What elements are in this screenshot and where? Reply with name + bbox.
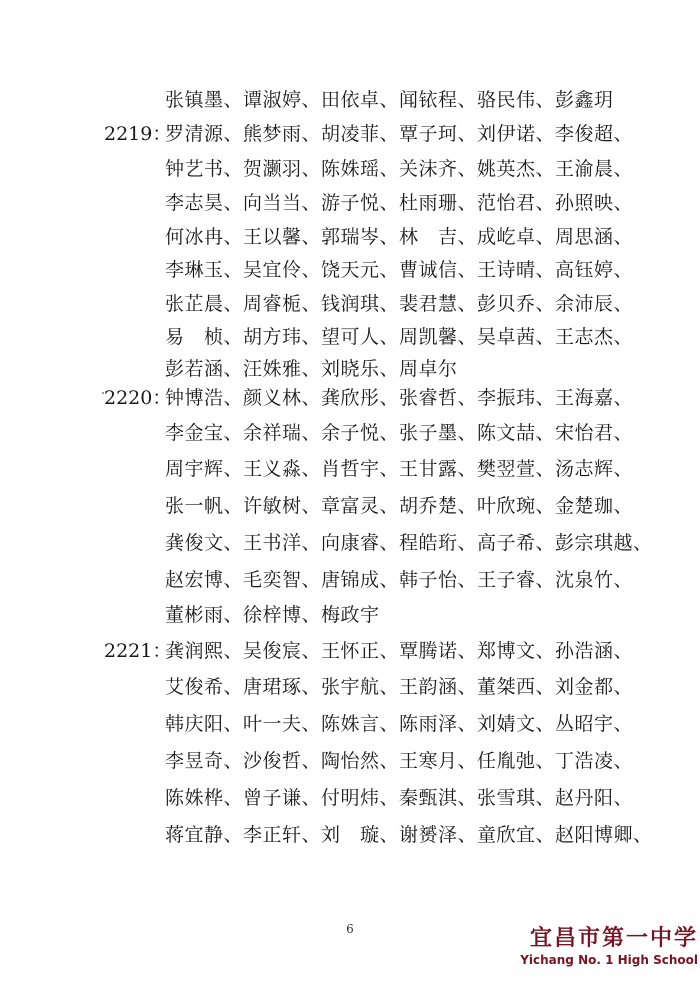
name-line: 何冰冉、王以馨、郭瑞岑、林 吉、成屹卓、周思涵、 <box>165 226 634 248</box>
name-line: 龚俊文、王书洋、向康睿、程皓珩、高子希、彭宗琪越、 <box>165 532 653 554</box>
name-line: 李昱奇、沙俊哲、陶怡然、王寒月、任胤弛、丁浩凌、 <box>165 750 634 772</box>
name-line: 蒋宜静、李正轩、刘 璇、谢赟泽、童欣宜、赵阳博卿、 <box>165 824 653 846</box>
name-line: 赵宏博、毛奕智、唐锦成、韩子怡、王子睿、沈泉竹、 <box>165 569 634 591</box>
name-line: 李琳玉、吴宜伶、饶天元、曹诚信、王诗晴、高钰婷、 <box>165 259 634 281</box>
name-line: 陈姝桦、曾子谦、付明炜、秦甄淇、张雪琪、赵丹阳、 <box>165 787 634 809</box>
name-line: 艾俊希、唐珺琢、张宇航、王韵涵、董桀西、刘金都、 <box>165 676 634 698</box>
name-line: 钟艺书、贺灏羽、陈姝瑶、关沫齐、姚英杰、王渝晨、 <box>165 158 634 180</box>
name-line: 张芷晨、周睿栀、钱润琪、裴君慧、彭贝乔、余沛辰、 <box>165 293 634 315</box>
class-label-2220: 2220： <box>104 387 172 409</box>
name-line: 周宇辉、王义淼、肖哲宇、王甘露、樊翌萱、汤志辉、 <box>165 458 634 480</box>
page-number: 6 <box>346 922 354 936</box>
class-label-2219: 2219： <box>104 123 172 145</box>
name-line: 钟博浩、颜义林、龚欣彤、张睿哲、李振玮、王海嘉、 <box>165 387 634 409</box>
class-label-2221: 2221： <box>104 640 172 662</box>
name-line: 张镇墨、谭淑婷、田依卓、闻铱程、骆民伟、彭鑫玥 <box>165 89 614 111</box>
school-logo <box>498 926 698 984</box>
name-line: 彭若涵、汪姝雅、刘晓乐、周卓尔 <box>165 358 458 380</box>
logo-title: 宜昌市第一中学 <box>529 926 698 951</box>
name-line: 易 桢、胡方玮、望可人、周凯馨、吴卓茜、王志杰、 <box>165 326 634 348</box>
name-line: 张一帆、许敏树、章富灵、胡乔楚、叶欣琬、金楚珈、 <box>165 495 634 517</box>
logo-subtitle: Yichang No. 1 High School <box>520 953 698 967</box>
name-line: 龚润熙、吴俊宸、王怀正、覃腾诺、郑博文、孙浩涵、 <box>165 640 634 662</box>
name-line: 李志昊、向当当、游子悦、杜雨珊、范怡君、孙照映、 <box>165 192 634 214</box>
name-line: 董彬雨、徐梓博、梅政宇 <box>165 604 380 626</box>
name-line: 韩庆阳、叶一夫、陈姝言、陈雨泽、刘婧文、丛昭宇、 <box>165 713 634 735</box>
name-line: 李金宝、余祥瑞、余子悦、张子墨、陈文喆、宋怡君、 <box>165 422 634 444</box>
name-line: 罗清源、熊梦雨、胡凌菲、覃子珂、刘伊诺、李俊超、 <box>165 123 634 145</box>
